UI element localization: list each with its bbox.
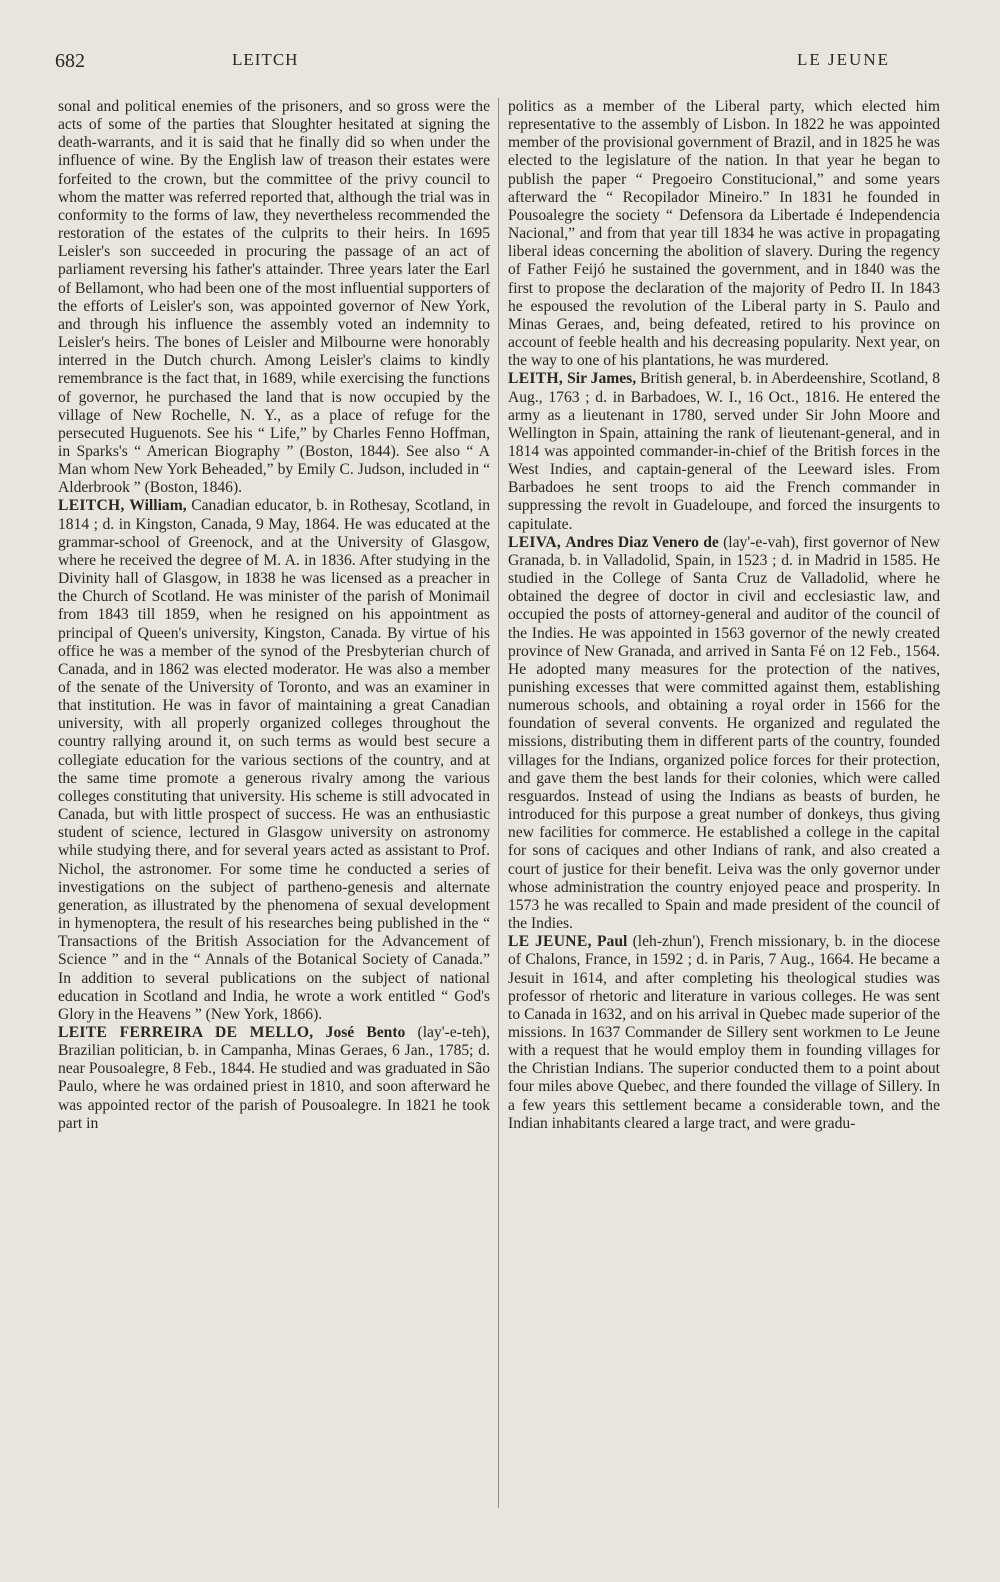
entry-headword: LEITH,: [508, 370, 564, 388]
entry-leith: [508, 370, 940, 533]
right-column: [508, 98, 940, 1133]
entry-given-name: Sir James,: [567, 370, 637, 388]
right-running-head: LE JEUNE: [797, 50, 890, 69]
entry-leitch: [58, 497, 490, 1024]
entry-leite-ferreira: [58, 1024, 490, 1133]
leite-continuation: politics as a member of the Liberal party, which elected him representative to the assembly of Lisbon. In 1822 he was appointed member of the provisional government of Brazil, and in 1825 he was elected to the legislature of the nation. In that year he began to publish the paper “ Pregoeiro Constitucional,” and some years afterward the “ Recopilador Mineiro.” In 1831 he founded in Pousoalegre the society “ Defensora da Libertade é Independencia Nacional,” and from that year till 1834 he was active in propagating liberal ideas concerning the abolition of slavery. During the regency of Father Feijó he sustained the government, and in 1840 was the first to propose the declaration of the majority of Pedro II. In 1843 he espoused the revolution of the Liberal party in S. Paulo and Minas Geraes, and, being defeated, retired to his province on account of feeble health and his decreasing popularity. Next year, on the way to one of his plantations, he was murdered.: [508, 98, 940, 370]
running-header: [55, 46, 945, 72]
column-divider: [498, 98, 499, 1508]
entry-headword: LEIVA,: [508, 533, 562, 551]
entry-text: British general, b. in Aberdeenshire, Scotland, 8 Aug., 1763 ; d. in Barbadoes, W. I., 16 Oct., 1816. He entered the army as a lieutenant in 1780, served under Sir John Moore and Wellington in Spain, attaining the rank of lieutenant-general, and in 1814 was appointed commander-in-chief of the British forces in the West Indies, and captain-general of the Leeward isles. From Barbadoes he sent troops to aid the French commander in suppressing the revolt in Guadeloupe, and forced the insurgents to capitulate.: [508, 370, 941, 533]
page-number: 682: [55, 50, 85, 72]
entry-text: (leh-zhun'), French missionary, b. in the diocese of Chalons, France, in 1592 ; d. in Paris, 7 Aug., 1664. He became a Jesuit in 1614, and after completing his theological studies was professor of rhetoric and literature in various colleges. He was sent to Canada in 1632, and on his arrival in Quebec made superior of the missions. In 1637 Commander de Sillery sent workmen to Le Jeune with a request that he would employ them in founding villages for the Christian Indians. The superior conducted them to a point about four miles above Quebec, and there founded the village of Sillery. In a few years this settlement became a considerable town, and the Indian inhabitants cleared a large tract, and were gradu-: [508, 933, 940, 1132]
left-running-head: LEITCH: [232, 50, 299, 69]
entry-headword: LEITCH,: [58, 497, 125, 515]
leisler-continuation: sonal and political enemies of the prisoners, and so gross were the acts of some of the parties that Sloughter hesitated at signing the death-warrants, and it is said that he finally did so when under the influence of wine. By the English law of treason their estates were forfeited to the crown, but the committee of the privy council to whom the matter was referred reported that, although the trial was in conformity to the forms of law, they nevertheless recommended the restoration of the estates of the culprits to their heirs. In 1695 Leisler's son succeeded in procuring the passage of an act of parliament reversing his father's attainder. Three years later the Earl of Bellamont, who had been one of the most influential supporters of the efforts of Leisler's son, was appointed governor of New York, and through his influence the assembly voted an indemnity to Leisler's heirs. The bones of Leisler and Milbourne were honorably interred in the Dutch church. Among Leisler's claims to kindly remembrance is the fact that, in 1689, while exercising the functions of governor, he purchased the land that is now occupied by the village of New Rochelle, N. Y., as a place of refuge for the persecuted Huguenots. See his “ Life,” by Charles Fenno Hoffman, in Sparks's “ American Biography ” (Boston, 1844). See also “ A Man whom New York Beheaded,” by Emily C. Judson, included in “ Alderbrook ” (Boston, 1846).: [58, 98, 490, 497]
entry-given-name: Paul: [597, 933, 628, 951]
entry-text: Canadian educator, b. in Rothesay, Scotland, in 1814 ; d. in Kingston, Canada, 9 May, 1864. He was educated at the grammar-school of Greenock, and at the University of Glasgow, where he received the degree of M. A. in 1836. After studying in the Divinity hall of Glasgow, in 1838 he was licensed as a preacher in the Church of Scotland. He was minister of the parish of Monimail from 1843 till 1859, when he resigned on his appointment as principal of Queen's university, Kingston, Canada. By virtue of his office he was a member of the synod of the Presbyterian church of Canada, and in 1862 was elected moderator. He was also a member of the senate of the University of Toronto, and was an examiner in that institution. He was in favor of maintaining a great Canadian university, with all properly organized colleges throughout the country rallying around it, on such terms as would best secure a collegiate education for the various sections of the country, and at the same time promote a generous rivalry among the various colleges constituting that university. His scheme is still advocated in Canada, but with little prospect of success. He was an enthusiastic student of science, lectured in Glasgow university on astronomy while studying there, and for several years acted as assistant to Prof. Nichol, the astronomer. For some time he conducted a series of investigations on the subject of partheno-genesis and alternate generation, as illustrated by the phenomena of sexual development in hymenoptera, the result of his researches being published in the “ Transactions of the British Association for the Advancement of Science ” and in the “ Annals of the Botanical Society of Canada.” In addition to several publications on the subject of national education in Scotland and India, he wrote a work entitled “ God's Glory in the Heavens ” (New York, 1866).: [58, 497, 490, 1023]
left-column: [58, 98, 490, 1133]
entry-text: (lay'-e-teh), Brazilian politician, b. in Campanha, Minas Geraes, 6 Jan., 1785; d. near Pousoalegre, 8 Feb., 1844. He studied and was graduated in São Paulo, where he was ordained priest in 1810, and soon afterward he was appointed rector of the parish of Pousoalegre. In 1821 he took part in: [58, 1023, 491, 1132]
entry-text: (lay'-e-vah), first governor of New Granada, b. in Valladolid, Spain, in 1523 ; d. in Madrid in 1585. He studied in the College of Santa Cruz de Valladolid, where he obtained the degree of doctor in civil and ecclesiastic law, and occupied the posts of attorney-general and auditor of the council of the Indies. He was appointed in 1563 governor of the newly created province of New Granada, and arrived in Santa Fé on 12 Feb., 1564. He adopted many measures for the protection of the natives, punishing excesses that were committed against them, establishing numerous schools, and obtaining a royal order in 1566 for the foundation of several convents. He organized and regulated the missions, distributing them in different parts of the country, founded villages for the Indians, organized police forces for their protection, and gave them the best lands for their colonies, which were called resguardos. Instead of using the Indians as beasts of burden, he introduced for this purpose a great number of donkeys, thus giving new facilities for commerce. He established a college in the capital for sons of caciques and other Indians of rank, and also created a court of justice for their benefit. Leiva was the only governor under whose administration the country enjoyed peace and prosperity. In 1573 he was recalled to Spain and made president of the council of the Indies.: [508, 533, 940, 933]
entry-headword: LEITE FERREIRA DE MELLO,: [58, 1023, 314, 1041]
entry-given-name: Andres Diaz Venero de: [565, 533, 719, 551]
entry-le-jeune: [508, 933, 940, 1133]
entry-given-name: William,: [129, 497, 187, 515]
entry-headword: LE JEUNE,: [508, 933, 592, 951]
entry-given-name: José Bento: [325, 1023, 406, 1041]
entry-leiva: [508, 534, 940, 933]
